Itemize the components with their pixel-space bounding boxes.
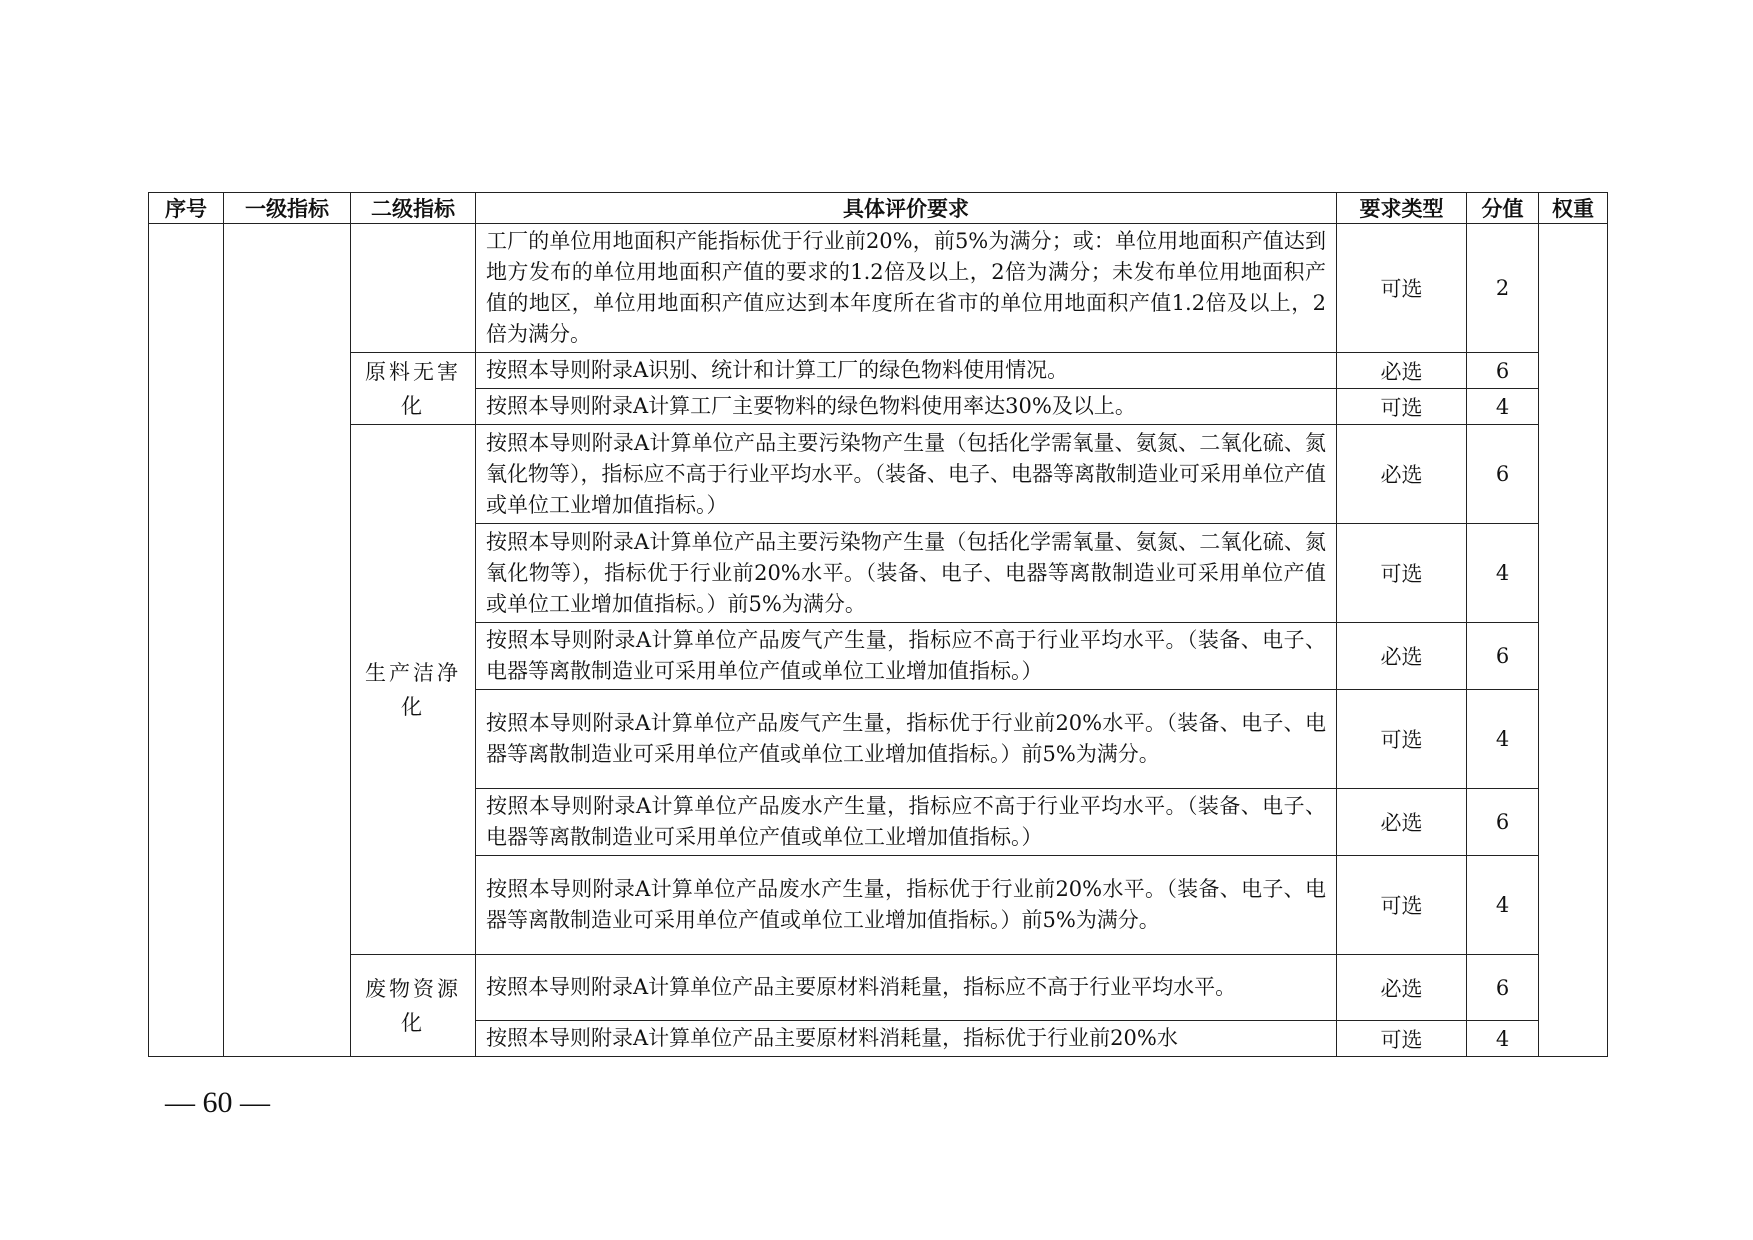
- level2-cell: [351, 224, 476, 353]
- table-row: [149, 425, 1608, 524]
- score-cell: 6: [1467, 425, 1539, 524]
- requirement-cell: 按照本导则附录A计算单位产品废水产生量，指标应不高于行业平均水平。（装备、电子、电器等离散制造业可采用单位产值或单位工业增加值指标。）: [476, 789, 1337, 856]
- type-cell: 必选: [1337, 789, 1467, 856]
- requirement-cell: 按照本导则附录A计算单位产品废气产生量，指标优于行业前20%水平。（装备、电子、电器等离散制造业可采用单位产值或单位工业增加值指标。）前5%为满分。: [476, 690, 1337, 789]
- type-cell: 可选: [1337, 856, 1467, 955]
- index-cell: [149, 224, 224, 1057]
- table-row: [149, 224, 1608, 353]
- requirement-cell: 按照本导则附录A计算单位产品废气产生量，指标应不高于行业平均水平。（装备、电子、电器等离散制造业可采用单位产值或单位工业增加值指标。）: [476, 623, 1337, 690]
- type-cell: 可选: [1337, 524, 1467, 623]
- type-cell: 可选: [1337, 224, 1467, 353]
- header-index: 序号: [149, 193, 224, 224]
- score-cell: 6: [1467, 353, 1539, 389]
- header-requirement: 具体评价要求: [476, 193, 1337, 224]
- evaluation-table: [148, 192, 1608, 1057]
- requirement-cell: 按照本导则附录A识别、统计和计算工厂的绿色物料使用情况。: [476, 353, 1337, 389]
- score-cell: 4: [1467, 856, 1539, 955]
- level2-waste-recycling: 废物资源化: [351, 955, 476, 1057]
- header-level1: 一级指标: [224, 193, 351, 224]
- requirement-cell: 按照本导则附录A计算单位产品废水产生量，指标优于行业前20%水平。（装备、电子、电器等离散制造业可采用单位产值或单位工业增加值指标。）前5%为满分。: [476, 856, 1337, 955]
- table-header-row: [149, 193, 1608, 224]
- score-cell: 4: [1467, 524, 1539, 623]
- type-cell: 必选: [1337, 623, 1467, 690]
- requirement-cell: 工厂的单位用地面积产能指标优于行业前20%，前5%为满分；或：单位用地面积产值达到地方发布的单位用地面积产值的要求的1.2倍及以上，2倍为满分；未发布单位用地面积产值的地区，单位用地面积产值应达到本年度所在省市的单位用地面积产值1.2倍及以上，2倍为满分。: [476, 224, 1337, 353]
- header-score: 分值: [1467, 193, 1539, 224]
- level2-clean-production: 生产洁净化: [351, 425, 476, 955]
- header-type: 要求类型: [1337, 193, 1467, 224]
- level1-cell: [224, 224, 351, 1057]
- weight-cell: [1539, 224, 1608, 1057]
- requirement-cell: 按照本导则附录A计算单位产品主要原材料消耗量，指标应不高于行业平均水平。: [476, 955, 1337, 1021]
- type-cell: 必选: [1337, 425, 1467, 524]
- score-cell: 6: [1467, 789, 1539, 856]
- page-number: — 60 —: [165, 1086, 270, 1119]
- table-row: [149, 353, 1608, 389]
- requirement-cell: 按照本导则附录A计算单位产品主要污染物产生量（包括化学需氧量、氨氮、二氧化硫、氮氧化物等），指标优于行业前20%水平。（装备、电子、电器等离散制造业可采用单位产值或单位工业增加值指标。）前5%为满分。: [476, 524, 1337, 623]
- score-cell: 2: [1467, 224, 1539, 353]
- type-cell: 可选: [1337, 690, 1467, 789]
- header-level2: 二级指标: [351, 193, 476, 224]
- requirement-cell: 按照本导则附录A计算单位产品主要原材料消耗量，指标优于行业前20%水: [476, 1021, 1337, 1057]
- level2-raw-material: 原料无害化: [351, 353, 476, 425]
- type-cell: 必选: [1337, 955, 1467, 1021]
- type-cell: 必选: [1337, 353, 1467, 389]
- score-cell: 4: [1467, 389, 1539, 425]
- score-cell: 4: [1467, 1021, 1539, 1057]
- table-row: [149, 955, 1608, 1021]
- score-cell: 6: [1467, 955, 1539, 1021]
- requirement-cell: 按照本导则附录A计算工厂主要物料的绿色物料使用率达30%及以上。: [476, 389, 1337, 425]
- score-cell: 4: [1467, 690, 1539, 789]
- type-cell: 可选: [1337, 1021, 1467, 1057]
- header-weight: 权重: [1539, 193, 1608, 224]
- type-cell: 可选: [1337, 389, 1467, 425]
- requirement-cell: 按照本导则附录A计算单位产品主要污染物产生量（包括化学需氧量、氨氮、二氧化硫、氮氧化物等），指标应不高于行业平均水平。（装备、电子、电器等离散制造业可采用单位产值或单位工业增加值指标。）: [476, 425, 1337, 524]
- score-cell: 6: [1467, 623, 1539, 690]
